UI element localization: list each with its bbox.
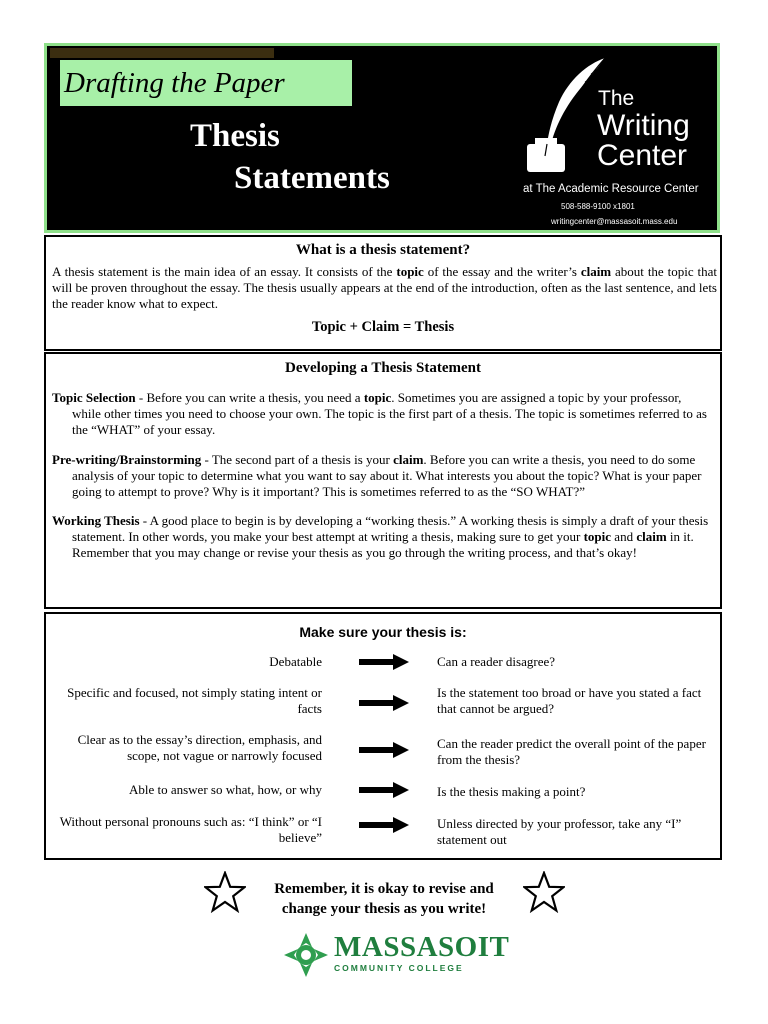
section-heading: Make sure your thesis is: [299,624,467,640]
section-heading: Developing a Thesis Statement [285,360,481,376]
section-label: Drafting the Paper [60,60,352,106]
page-title-line1: Thesis [190,118,280,154]
text-run: . Sometimes you are assigned a topic by your professor, while other times you need to choose your own. The topic is the first part of a thesis. The topic is sometimes referred to as the “WHAT” of your essay. [72,390,707,437]
bold-term: claim [580,264,612,279]
criterion-text: Debatable [269,654,322,669]
bold-term: claim [636,529,667,544]
college-name: MASSASOIT [334,931,510,963]
header-tab-accent [50,48,274,58]
prewriting-entry [46,452,720,500]
logo-the-text: The [598,87,635,110]
entry-term: Working Thesis [52,513,140,528]
arrow-right-icon [359,654,409,670]
logo-writing-text: Writing [597,109,690,142]
reminder-text: Remember, it is okay to revise and change your thesis as you write! [274,881,494,917]
entry-term: Topic Selection [52,390,136,405]
text-run: of the essay and the writer’s [423,264,581,279]
definition-paragraph [46,264,720,312]
star-outline-icon [523,871,565,913]
criterion-text: Without personal pronouns such as: “I think” or “I believe” [59,814,322,845]
logo-phone-text: 508-588-9100 x1801 [561,202,635,211]
page-title-line2: Statements [234,160,390,196]
section-heading: What is a thesis statement? [295,242,471,258]
college-subtitle: COMMUNITY COLLEGE [334,963,464,973]
text-run: about the topic that will be proven throughout the essay. The thesis usually appears at the end of the introduction, often as the last sentence, and lets the reader know what to expect. [52,264,717,311]
text-run: - A good place to begin is by developing a “working thesis.” A working thesis is simply a draft of your thesis statement. In other words, you make your best attempt at writing a thesis, making sure to get your [72,513,709,544]
massasoit-emblem-icon [282,931,330,979]
criterion-question: Is the thesis making a point? [437,784,586,799]
entry-term: Pre-writing/Brainstorming [52,452,202,467]
developing-thesis-section [44,352,722,609]
criterion-question: Unless directed by your professor, take any “I” statement out [437,816,682,847]
bold-term: topic [396,264,424,279]
thesis-formula: Topic + Claim = Thesis [311,319,455,335]
text-run: in it. Remember that you may change or revise your thesis as you go through the writing process, and that’s okay! [72,529,694,560]
criterion-text: Able to answer so what, how, or why [128,782,322,797]
arrow-right-icon [359,782,409,798]
text-run: . Before you can write a thesis, you need to do some analysis of your topic to determine what you want to say about it. What interests you about the topic? What is your paper going to attempt to prove? Why is it important? This is sometimes referred to as the “SO WHAT?” [72,452,702,499]
logo-center-text: Center [597,139,688,172]
text-run: - The second part of a thesis is your [201,452,394,467]
text-run: and [611,529,637,544]
arrow-right-icon [359,742,409,758]
quill-and-inkwell-icon [517,52,607,182]
arrow-right-icon [359,695,409,711]
star-outline-icon [204,871,246,913]
header-banner [44,43,720,233]
arrow-right-icon [359,817,409,833]
criterion-question: Is the statement too broad or have you stated a fact that cannot be argued? [437,685,702,716]
criterion-text: Clear as to the essay’s direction, emphasis, and scope, not vague or narrowly focused [77,732,322,763]
bold-term: topic [363,390,392,405]
what-is-thesis-section [44,235,722,351]
working-thesis-entry [46,513,720,561]
bold-term: topic [583,529,612,544]
criterion-question: Can a reader disagree? [437,654,556,669]
thesis-checklist-section [44,612,722,860]
writing-center-logo [517,52,717,234]
logo-email-text: writingcenter@massasoit.mass.edu [551,217,678,226]
topic-selection-entry [46,390,720,438]
criterion-text: Specific and focused, not simply stating intent or facts [67,685,322,716]
logo-org-text: at The Academic Resource Center [523,183,699,195]
bold-term: claim [393,452,424,467]
text-run: A thesis statement is the main idea of an essay. It consists of the [52,264,397,279]
text-run: - Before you can write a thesis, you need a [135,390,364,405]
criterion-question: Can the reader predict the overall point of the paper from the thesis? [437,736,706,767]
